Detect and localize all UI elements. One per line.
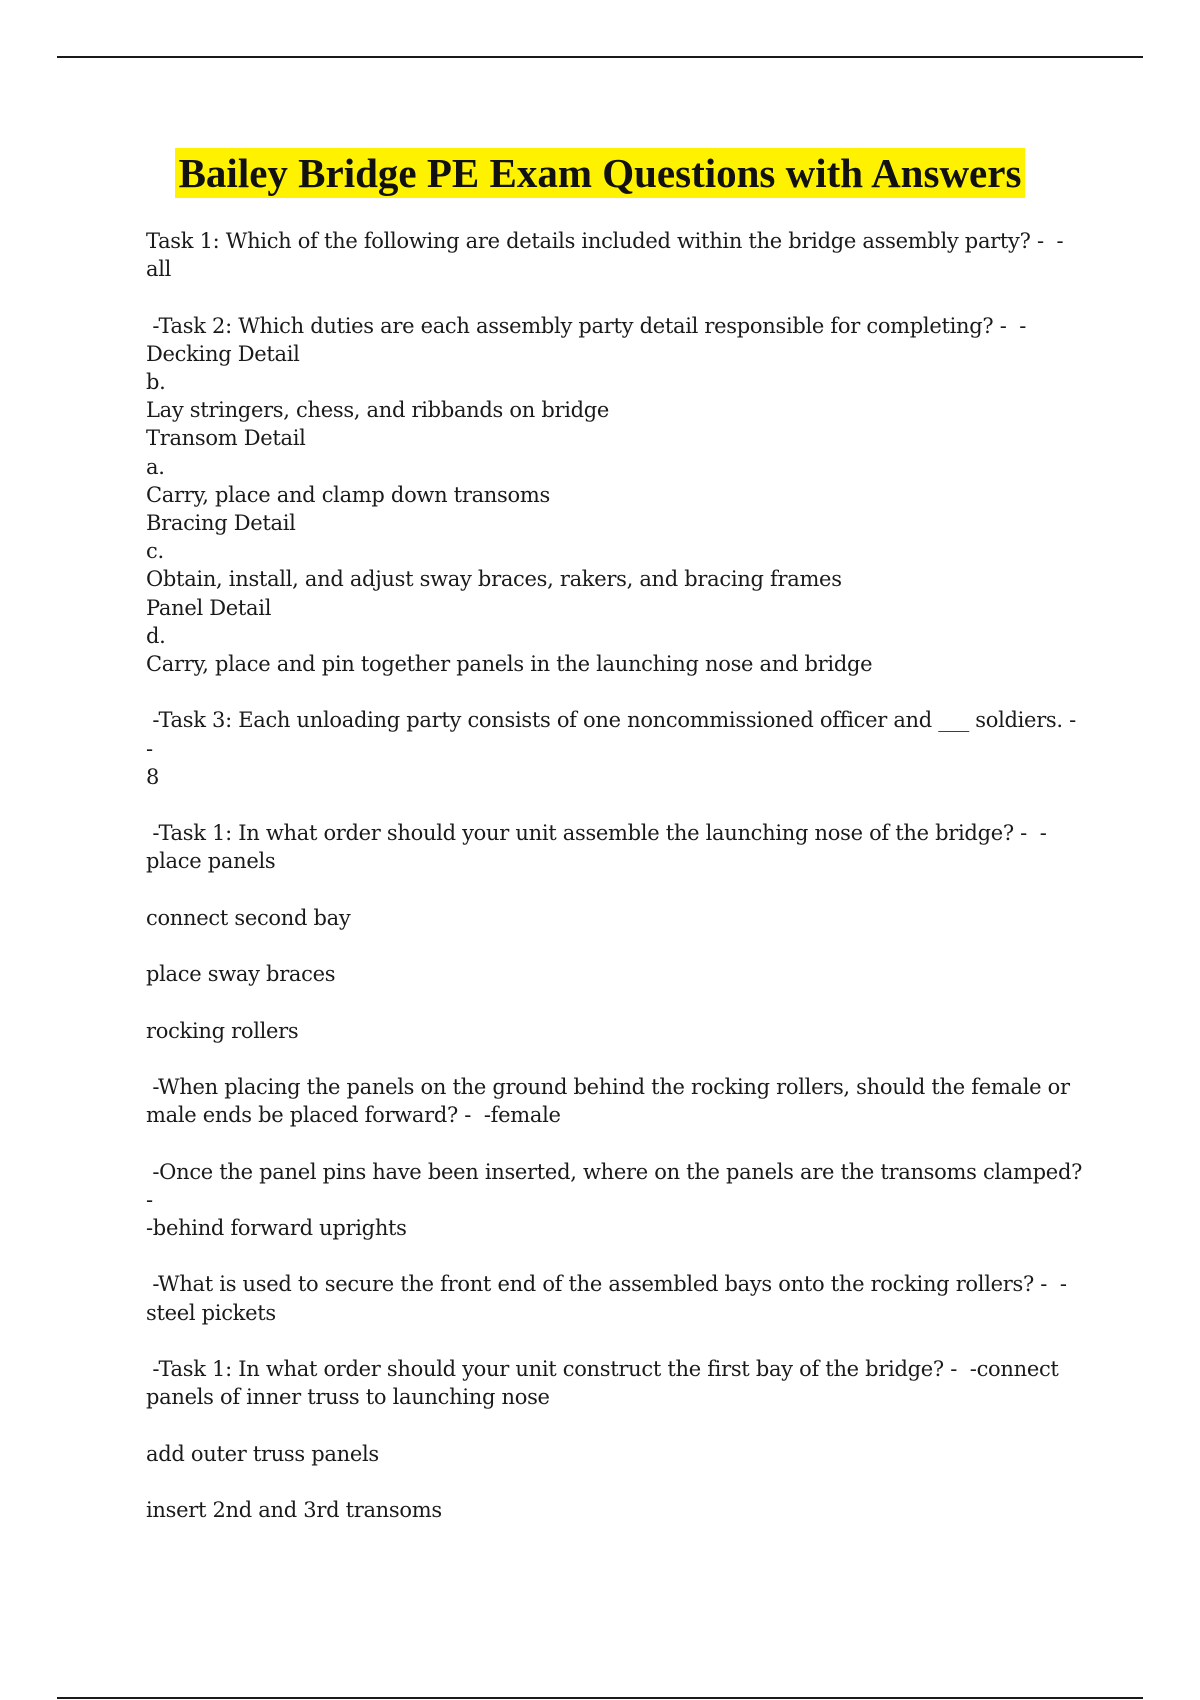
text-line xyxy=(146,678,1086,706)
text-line xyxy=(146,1411,1086,1439)
text-line: -What is used to secure the front end of the assembled bays onto the rocking rollers? - - xyxy=(146,1272,1067,1297)
text-line xyxy=(146,1242,1086,1270)
text-line: -Task 1: In what order should your unit construct the first bay of the bridge? - -connect xyxy=(146,1356,1059,1381)
text-line xyxy=(146,1129,1086,1157)
text-line xyxy=(146,876,1086,904)
text-line: Decking Detail xyxy=(146,341,300,366)
text-line: Panel Detail xyxy=(146,595,272,620)
text-line: 8 xyxy=(146,764,160,789)
text-line xyxy=(146,283,1086,311)
text-line: -Task 1: In what order should your unit assemble the launching nose of the bridge? - - xyxy=(146,821,1047,846)
text-line: connect second bay xyxy=(146,905,351,930)
title-container xyxy=(0,148,1200,198)
text-line: insert 2nd and 3rd transoms xyxy=(146,1497,442,1522)
text-line xyxy=(146,988,1086,1016)
text-line: male ends be placed forward? - -female xyxy=(146,1103,561,1128)
text-line: Lay stringers, chess, and ribbands on bridge xyxy=(146,398,610,423)
text-line: Carry, place and clamp down transoms xyxy=(146,482,550,507)
text-line: b. xyxy=(146,370,166,394)
text-line: add outer truss panels xyxy=(146,1441,379,1466)
text-line: place panels xyxy=(146,849,276,874)
text-line: Bracing Detail xyxy=(146,511,296,536)
top-divider xyxy=(57,56,1143,58)
text-line: -Task 2: Which duties are each assembly party detail responsible for completing? - - xyxy=(146,313,1027,338)
text-line: place sway braces xyxy=(146,962,336,987)
text-line xyxy=(146,791,1086,819)
text-line: Obtain, install, and adjust sway braces, rakers, and bracing frames xyxy=(146,567,842,592)
text-line xyxy=(146,932,1086,960)
text-line: -behind forward uprights xyxy=(146,1215,407,1240)
text-line: -Task 3: Each unloading party consists of one noncommissioned officer and ___ soldiers. - - xyxy=(146,708,1089,761)
document-title: Bailey Bridge PE Exam Questions with Answers xyxy=(175,148,1026,198)
text-line: Task 1: Which of the following are details included within the bridge assembly party? - -all xyxy=(146,229,1064,282)
text-line: d. xyxy=(146,623,166,648)
text-line: panels of inner truss to launching nose xyxy=(146,1385,550,1410)
text-line: steel pickets xyxy=(146,1300,276,1325)
text-line xyxy=(146,1327,1086,1355)
bottom-divider xyxy=(57,1697,1143,1699)
document-body xyxy=(146,227,1089,1524)
text-line xyxy=(146,1045,1086,1073)
text-line: Carry, place and pin together panels in the launching nose and bridge xyxy=(146,652,873,677)
text-line: a. xyxy=(146,454,165,479)
text-line: -Once the panel pins have been inserted, where on the panels are the transoms clamped? - xyxy=(146,1159,1089,1212)
text-line: c. xyxy=(146,539,164,564)
text-line xyxy=(146,1468,1086,1496)
text-line: rocking rollers xyxy=(146,1018,299,1043)
text-line: Transom Detail xyxy=(146,426,306,451)
text-line: -When placing the panels on the ground behind the rocking rollers, should the female or xyxy=(146,1074,1070,1099)
